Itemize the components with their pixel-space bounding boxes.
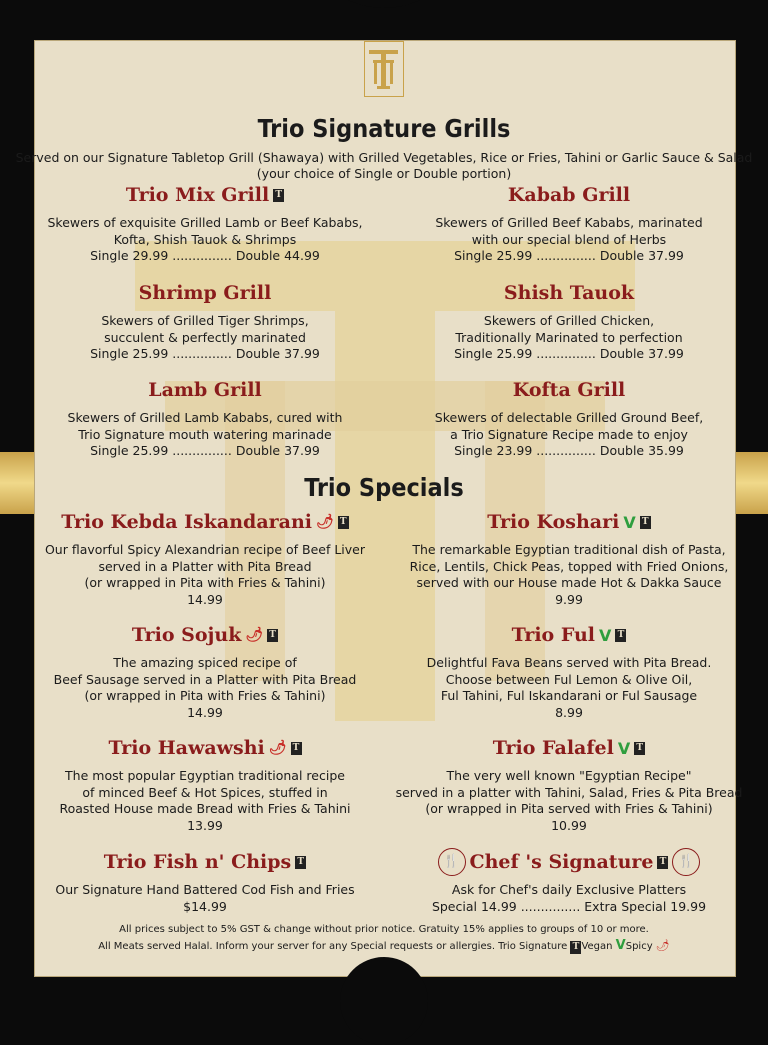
menu-item: [404, 621, 734, 721]
item-price: 13.99: [187, 817, 223, 833]
menu-item: [40, 848, 370, 915]
trio-signature-icon: T: [640, 516, 651, 529]
item-price: 14.99: [187, 704, 223, 720]
trio-logo: [364, 41, 404, 97]
item-name: Trio Sojuk: [131, 624, 242, 646]
item-name: Trio Ful: [511, 624, 596, 646]
footer-spicy-label: Spicy: [625, 941, 653, 952]
item-price: Single 29.99 ............... Double 44.99: [90, 248, 320, 263]
item-name: Trio Mix Grill: [125, 184, 270, 206]
footer-line-1: All prices subject to 5% GST & change without prior notice. Gratuity 15% applies to groups of 10 or more.: [119, 924, 649, 935]
menu-item: [404, 376, 734, 460]
footer-vegan-label: Vegan: [581, 941, 613, 952]
top-notch: [300, 0, 468, 8]
item-name: Trio Koshari: [487, 511, 620, 533]
item-price: 9.99: [555, 591, 583, 607]
item-price: 8.99: [555, 704, 583, 720]
chef-cutlery-icon: 🍴: [438, 848, 466, 876]
item-price: Special 14.99 ............... Extra Special 19.99: [431, 898, 707, 914]
item-name: Chef 's Signature: [469, 851, 654, 873]
menu-item: [404, 848, 734, 915]
item-name: Trio Falafel: [492, 737, 614, 759]
menu-item: [40, 621, 370, 721]
item-desc: (or wrapped in Pita with Fries & Tahini): [84, 688, 326, 703]
vegan-icon: V: [599, 625, 612, 645]
item-desc: The most popular Egyptian traditional recipe: [65, 768, 345, 783]
item-desc: Traditionally Marinated to perfection: [455, 329, 683, 345]
grills-title: Trio Signature Grills: [257, 114, 511, 143]
trio-signature-icon: T: [570, 941, 581, 954]
item-desc: Our Signature Hand Battered Cod Fish and Fries: [55, 882, 355, 897]
item-name: Trio Kebda Iskandarani: [61, 511, 312, 533]
item-desc: Skewers of Grilled Lamb Kababs, cured with: [67, 410, 343, 425]
item-price: Single 25.99 ............... Double 37.99: [454, 346, 684, 361]
menu-item: [40, 279, 370, 363]
item-desc: with our special blend of Herbs: [471, 231, 667, 247]
item-desc: Our flavorful Spicy Alexandrian recipe of Beef Liver: [44, 542, 366, 557]
menu-item: [40, 734, 370, 834]
chef-cutlery-icon: 🍴: [672, 848, 700, 876]
item-desc: Skewers of exquisite Grilled Lamb or Beef Kababs,: [47, 215, 363, 230]
grills-intro-1: Served on our Signature Tabletop Grill (Shawaya) with Grilled Vegetables, Rice or Fries, Tahini or Garlic Sauce & Salad: [15, 150, 753, 165]
footer-line-2: [0, 938, 768, 954]
item-desc: Ask for Chef's daily Exclusive Platters: [451, 882, 687, 897]
bottom-notch: [340, 957, 428, 1045]
grills-intro-2: (your choice of Single or Double portion): [256, 166, 512, 181]
item-desc: Skewers of Grilled Chicken,: [483, 313, 655, 328]
item-desc: The remarkable Egyptian traditional dish of Pasta,: [412, 542, 726, 557]
item-price: Single 25.99 ............... Double 37.99: [454, 248, 684, 263]
item-desc: Skewers of Grilled Tiger Shrimps,: [101, 313, 309, 328]
item-desc: (or wrapped in Pita with Fries & Tahini): [84, 575, 326, 590]
item-name: Shrimp Grill: [138, 282, 272, 304]
logo-letter-icon: [365, 42, 402, 95]
item-desc: The amazing spiced recipe of: [113, 655, 297, 670]
trio-signature-icon: T: [634, 742, 645, 755]
footer-text: All Meats served Halal. Inform your server for any Special requests or allergies. Trio Signature: [98, 941, 568, 952]
item-desc: served with our House made Hot & Dakka Sauce: [416, 575, 722, 590]
item-desc: Delightful Fava Beans served with Pita Bread.: [426, 655, 712, 670]
spicy-pepper-icon: 🌶: [245, 627, 264, 643]
trio-signature-icon: T: [273, 189, 284, 202]
menu-item: [389, 734, 749, 834]
menu-item: [40, 181, 370, 265]
menu-item: [40, 508, 370, 608]
item-name: Kabab Grill: [507, 184, 631, 206]
item-desc: The very well known "Egyptian Recipe": [446, 768, 692, 783]
spicy-pepper-icon: 🌶: [655, 939, 670, 952]
item-desc: served in a platter with Tahini, Salad, Fries & Pita Bread: [395, 784, 743, 800]
trio-signature-icon: T: [657, 856, 668, 869]
item-desc: succulent & perfectly marinated: [104, 329, 306, 345]
item-price: 14.99: [187, 591, 223, 607]
item-desc: Beef Sausage served in a Platter with Pita Bread: [53, 671, 357, 687]
menu-item: [40, 376, 370, 460]
item-name: Trio Fish n' Chips: [103, 851, 292, 873]
spicy-pepper-icon: 🌶: [316, 514, 334, 530]
item-desc: a Trio Signature Recipe made to enjoy: [450, 426, 688, 442]
item-price: Single 23.99 ............... Double 35.99: [454, 443, 684, 458]
item-desc: Kofta, Shish Tauok & Shrimps: [113, 231, 297, 247]
item-desc: Skewers of Grilled Beef Kababs, marinated: [435, 215, 703, 230]
trio-signature-icon: T: [267, 629, 278, 642]
item-desc: Trio Signature mouth watering marinade: [78, 426, 332, 442]
item-price: $14.99: [183, 898, 227, 914]
spicy-pepper-icon: 🌶: [268, 740, 287, 756]
menu-item: [404, 181, 734, 265]
menu-item: [404, 508, 734, 608]
specials-title: Trio Specials: [304, 473, 464, 502]
item-desc: Choose between Ful Lemon & Olive Oil,: [445, 671, 693, 687]
item-name: Shish Tauok: [503, 282, 635, 304]
trio-signature-icon: T: [615, 629, 626, 642]
trio-signature-icon: T: [295, 856, 306, 869]
item-price: Single 25.99 ............... Double 37.99: [90, 443, 320, 458]
trio-signature-icon: T: [338, 516, 349, 529]
item-desc: served in a Platter with Pita Bread: [98, 558, 312, 574]
item-desc: Ful Tahini, Ful Iskandarani or Ful Sausage: [440, 688, 698, 703]
item-desc: (or wrapped in Pita served with Fries & Tahini): [425, 801, 713, 816]
vegan-icon: V: [617, 738, 631, 758]
item-desc: Skewers of delectable Grilled Ground Beef,: [434, 410, 704, 425]
item-name: Lamb Grill: [148, 379, 262, 401]
item-desc: Rice, Lentils, Chick Peas, topped with Fried Onions,: [409, 558, 729, 574]
trio-signature-icon: T: [291, 742, 302, 755]
item-desc: of minced Beef & Hot Spices, stuffed in: [82, 784, 328, 800]
menu-item: [404, 279, 734, 363]
item-desc: Roasted House made Bread with Fries & Tahini: [59, 801, 351, 816]
vegan-icon: V: [615, 938, 626, 953]
item-price: Single 25.99 ............... Double 37.99: [90, 346, 320, 361]
item-name: Trio Hawawshi: [108, 737, 265, 759]
item-name: Kofta Grill: [512, 379, 626, 401]
item-price: 10.99: [551, 817, 587, 833]
vegan-icon: V: [623, 512, 636, 532]
